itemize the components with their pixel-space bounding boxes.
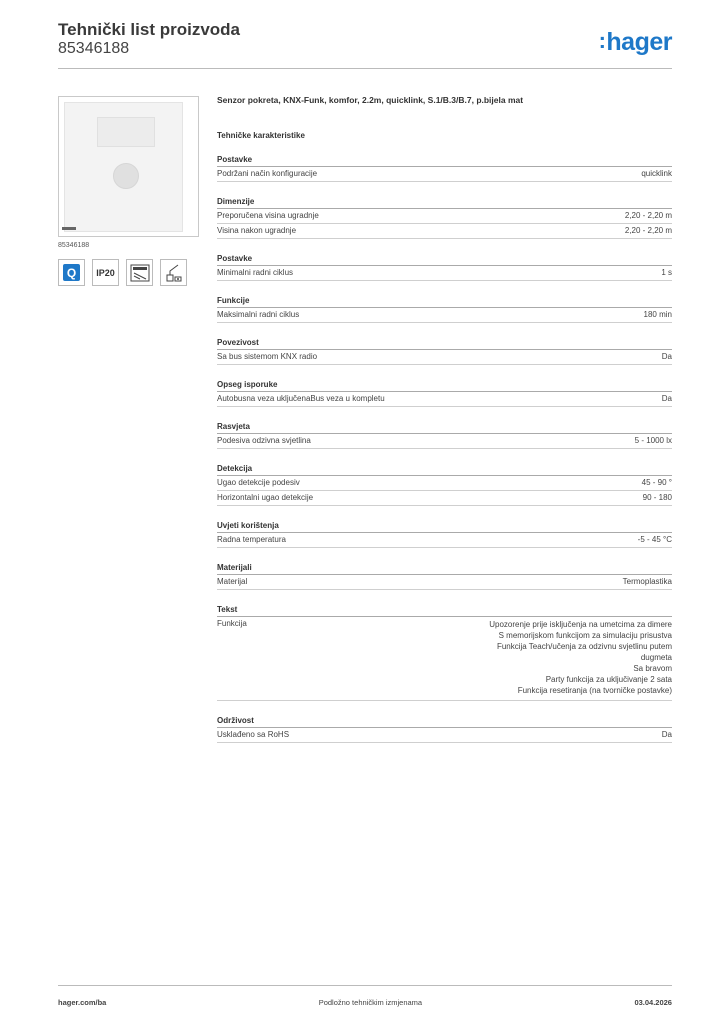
spec-value: 2,20 - 2,20 m — [624, 226, 672, 235]
footer-date: 03.04.2026 — [634, 998, 672, 1007]
spec-value: -5 - 45 °C — [637, 535, 672, 544]
product-ref: 85346188 — [58, 242, 90, 249]
spec-value: Upozorenje prije isključenja na umetcima za dimere S memorijskom funkcijom za simulaciju prisustva Funkcija Teach/učenja za odzivnu svjetlinu putem dugmeta Sa bravom Party funkcija za uključivanje 2 sata Funkcija resetiranja (na tvorničke postavke) — [489, 620, 672, 695]
spec-label: Horizontalni ugao detekcije — [217, 493, 314, 502]
installation-badge — [160, 259, 187, 286]
document-title: Tehnički list proizvoda — [58, 20, 240, 39]
knx-radio-icon — [130, 264, 150, 282]
spec-label: Ugao detekcije podesiv — [217, 478, 300, 487]
spec-row — [217, 491, 672, 506]
sensor-plate — [64, 102, 183, 232]
spec-label: Podesiva odzivna svjetlina — [217, 436, 311, 445]
spec-value: Termoplastika — [622, 577, 672, 586]
document-header — [58, 20, 240, 58]
spec-group-title: Opseg isporuke — [217, 380, 672, 392]
spec-label: Sa bus sistemom KNX radio — [217, 352, 318, 361]
spec-group-title: Povezivost — [217, 338, 672, 350]
spec-group-title: Rasvjeta — [217, 422, 672, 434]
spec-label: Radna temperatura — [217, 535, 286, 544]
spec-label: Visina nakon ugradnje — [217, 226, 297, 235]
spec-group-title: Postavke — [217, 254, 672, 266]
spec-row — [217, 476, 672, 491]
badge-row — [58, 259, 203, 286]
spec-label: Funkcija — [217, 619, 247, 628]
quickconnect-badge — [58, 259, 85, 286]
spec-row — [217, 308, 672, 323]
spec-row — [217, 266, 672, 281]
spec-label: Autobusna veza uključenaBus veza u kompletu — [217, 394, 385, 403]
spec-group-title: Održivost — [217, 716, 672, 728]
spec-value: 1 s — [661, 268, 672, 277]
spec-row — [217, 224, 672, 239]
sensor-lens-window — [97, 117, 155, 147]
spec-row — [217, 350, 672, 365]
quickconnect-icon: Q — [63, 264, 80, 281]
spec-group-title: Tekst — [217, 605, 672, 617]
spec-label: Minimalni radni ciklus — [217, 268, 294, 277]
spec-group-title: Postavke — [217, 155, 672, 167]
spec-value: 2,20 - 2,20 m — [624, 211, 672, 220]
spec-label: Podržani način konfiguracije — [217, 169, 318, 178]
spec-row — [217, 533, 672, 548]
section-heading: Tehničke karakteristike — [217, 131, 305, 140]
spec-value: Da — [661, 730, 672, 739]
spec-value: Da — [661, 352, 672, 361]
sensor-lens-circle — [113, 163, 139, 189]
spec-label: Usklađeno sa RoHS — [217, 730, 290, 739]
spec-group-title: Funkcije — [217, 296, 672, 308]
logo-dots: : — [598, 28, 606, 53]
spec-row — [217, 617, 672, 701]
footer-notice: Podložno tehničkim izmjenama — [318, 998, 423, 1007]
installation-icon — [164, 263, 184, 283]
product-image — [58, 96, 199, 237]
hager-logo — [599, 28, 672, 57]
spec-label: Materijal — [217, 577, 248, 586]
product-number: 85346188 — [58, 40, 130, 57]
spec-groups — [217, 155, 672, 743]
spec-panel — [217, 95, 672, 743]
spec-value: 90 - 180 — [642, 493, 672, 502]
spec-row — [217, 575, 672, 590]
spec-group-title: Uvjeti korištenja — [217, 521, 672, 533]
spec-value: quicklink — [641, 169, 672, 178]
spec-row — [217, 392, 672, 407]
logo-text: hager — [606, 28, 672, 56]
spec-group-title: Dimenzije — [217, 197, 672, 209]
spec-row — [217, 728, 672, 743]
header-divider — [58, 68, 672, 69]
spec-value: Da — [661, 394, 672, 403]
spec-value: 45 - 90 ° — [641, 478, 672, 487]
ip20-badge: IP20 — [92, 259, 119, 286]
spec-value: 180 min — [643, 310, 672, 319]
spec-row — [217, 434, 672, 449]
spec-group-title: Detekcija — [217, 464, 672, 476]
product-panel — [58, 96, 203, 286]
page-footer — [58, 985, 672, 1007]
spec-row — [217, 167, 672, 182]
spec-label: Preporučena visina ugradnje — [217, 211, 319, 220]
knx-radio-badge — [126, 259, 153, 286]
spec-group-title: Materijali — [217, 563, 672, 575]
product-description: Senzor pokreta, KNX-Funk, komfor, 2.2m, quicklink, S.1/B.3/B.7, p.bijela mat — [217, 95, 524, 105]
scale-mark-icon — [62, 227, 76, 230]
spec-value: 5 - 1000 lx — [634, 436, 672, 445]
footer-website: hager.com/ba — [58, 998, 107, 1007]
spec-label: Maksimalni radni ciklus — [217, 310, 300, 319]
spec-row — [217, 209, 672, 224]
